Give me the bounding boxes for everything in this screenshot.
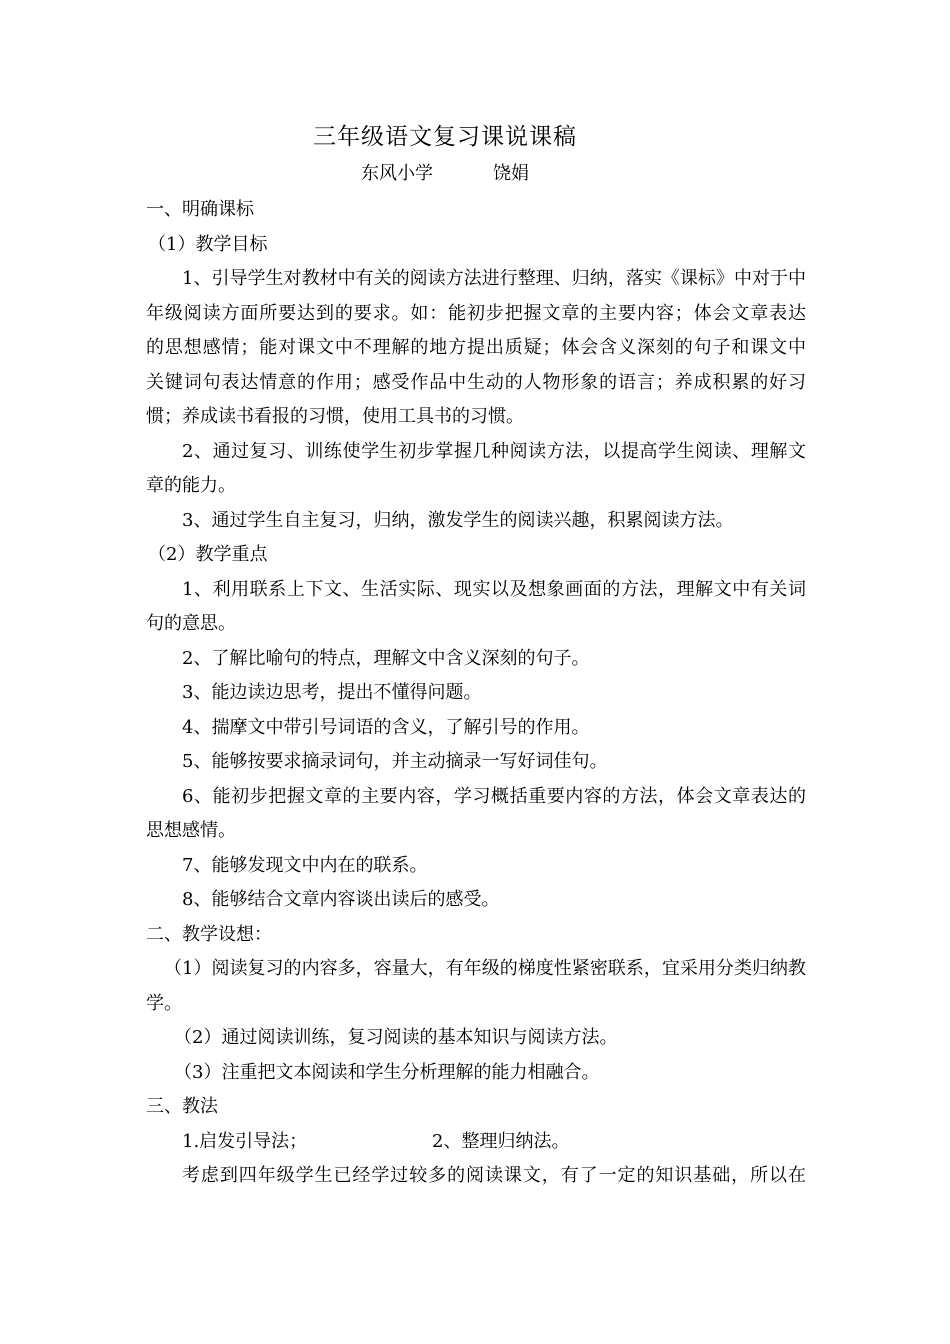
section-heading-2: 二、教学设想： <box>146 923 272 945</box>
paragraph-line: 4、揣摩文中带引号词语的含义，了解引号的作用。 <box>182 716 590 738</box>
method-1: 1.启发引导法； <box>182 1130 308 1152</box>
document-title: 三年级语文复习课说课稿 <box>313 124 577 150</box>
paragraph-line: （3）注重把文本阅读和学生分析理解的能力相融合。 <box>174 1061 600 1083</box>
paragraph-line: 关键词句表达情意的作用；感受作品中生动的人物形象的语言；养成积累的好习 <box>146 371 806 393</box>
paragraph-line: 学。 <box>146 992 182 1014</box>
paragraph-line: 3、通过学生自主复习，归纳，激发学生的阅读兴趣，积累阅读方法。 <box>182 509 734 531</box>
paragraph-line: 3、能边读边思考，提出不懂得问题。 <box>182 682 482 703</box>
paragraph-line: 1、利用联系上下文、生活实际、现实以及想象画面的方法，理解文中有关词 <box>182 578 806 600</box>
method-2: 2、整理归纳法。 <box>432 1130 570 1152</box>
paragraph-line: 考虑到四年级学生已经学过较多的阅读课文，有了一定的知识基础，所以在 <box>182 1165 806 1186</box>
paragraph-line: （1）阅读复习的内容多，容量大，有年级的梯度性紧密联系，宜采用分类归纳教 <box>164 958 806 979</box>
paragraph-line: 惯；养成读书看报的习惯，使用工具书的习惯。 <box>146 406 524 427</box>
section-heading-3: 三、教法 <box>146 1096 218 1117</box>
paragraph-line: 5、能够按要求摘录词句，并主动摘录一写好词佳句。 <box>182 751 608 772</box>
paragraph-line: 章的能力。 <box>146 475 236 496</box>
author-name: 饶娟 <box>493 163 529 184</box>
paragraph-line: 年级阅读方面所要达到的要求。如：能初步把握文章的主要内容；体会文章表达 <box>146 302 806 324</box>
paragraph-line: 句的意思。 <box>146 613 236 634</box>
subheading-focus: （2）教学重点 <box>148 544 268 565</box>
school-name: 东风小学 <box>361 163 433 184</box>
paragraph-line: 2、了解比喻句的特点，理解文中含义深刻的句子。 <box>182 647 590 669</box>
paragraph-line: 1、引导学生对教材中有关的阅读方法进行整理、归纳，落实《课标》中对于中 <box>182 268 806 289</box>
section-heading-1: 一、明确课标 <box>146 199 254 220</box>
byline <box>0 162 890 186</box>
paragraph-line: 6、能初步把握文章的主要内容，学习概括重要内容的方法，体会文章表达的 <box>182 785 806 807</box>
paragraph-line: 8、能够结合文章内容谈出读后的感受。 <box>182 889 500 910</box>
paragraph-line: 2、通过复习、训练使学生初步掌握几种阅读方法，以提高学生阅读、理解文 <box>182 440 806 462</box>
document-body <box>146 193 806 1194</box>
paragraph-line: 7、能够发现文中内在的联系。 <box>182 854 428 876</box>
methods-line <box>146 1125 806 1160</box>
subheading-objectives: （1）教学目标 <box>148 233 268 255</box>
paragraph-line: （2）通过阅读训练，复习阅读的基本知识与阅读方法。 <box>174 1027 618 1048</box>
paragraph-line: 的思想感情；能对课文中不理解的地方提出质疑；体会含义深刻的句子和课文中 <box>146 337 806 358</box>
paragraph-line: 思想感情。 <box>146 820 236 841</box>
